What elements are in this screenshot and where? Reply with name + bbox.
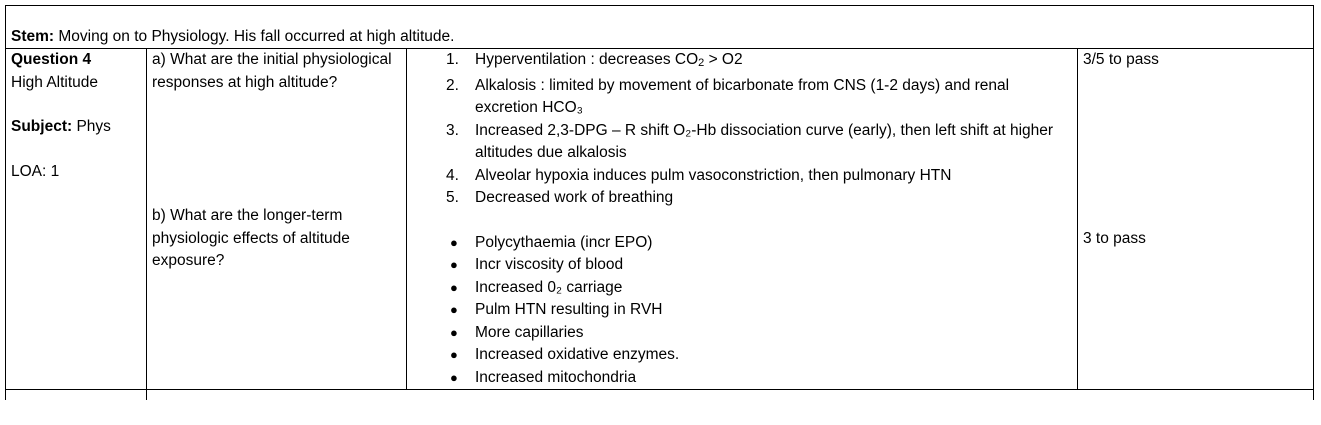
bullet-icon: ● [450, 347, 458, 362]
list-item-text: Increased oxidative enzymes. [475, 346, 680, 363]
list-item [412, 49, 1072, 75]
list-item [412, 120, 1072, 165]
list-item-text: Increased mitochondria [475, 368, 637, 386]
part-b-pass: 3 to pass [1083, 229, 1146, 247]
stem-cell [6, 6, 1314, 49]
list-item-text: Alveolar hypoxia induces pulm vasoconstriction, then pulmonary HTN [475, 166, 952, 184]
bullet-icon: ● [450, 324, 458, 340]
subscript: 2 [698, 57, 705, 69]
list-item-text: Increased 2,3-DPG – R shift O₂-Hb dissociation curve (early), then left shift at higher altitudes due alkalosis [475, 121, 1054, 161]
stem-row [6, 6, 1314, 49]
list-item-text: Hyperventilation : decreases CO2 > O2 [475, 51, 743, 69]
list-marker: 4. [446, 166, 459, 184]
list-item [412, 299, 1072, 322]
question-info-cell [6, 49, 147, 390]
list-marker: 1. [446, 51, 459, 68]
list-marker: 2. [446, 76, 459, 94]
list-item-text: Alkalosis : limited by movement of bicarbonate from CNS (1-2 days) and renal excretion HCO₃ [475, 76, 1010, 116]
bullet-icon: ● [450, 234, 458, 250]
list-marker: 5. [446, 189, 459, 206]
question-topic: High Altitude [11, 73, 99, 91]
part-a-pass: 3/5 to pass [1083, 51, 1159, 68]
answers-cell [407, 49, 1078, 390]
list-item-text: Decreased work of breathing [475, 189, 674, 206]
list-item-text: Polycythaemia (incr EPO) [475, 233, 653, 251]
stem-text: Moving on to Physiology. His fall occurred at high altitude. [54, 27, 455, 45]
list-item [412, 344, 1072, 367]
list-item [412, 75, 1072, 120]
part-b-question: b) What are the longer-term physiologic effects of altitude exposure? [152, 207, 350, 269]
list-item [412, 322, 1072, 345]
list-item [412, 367, 1072, 390]
footer-cell-left [6, 390, 147, 401]
subject-label: Subject: [11, 118, 73, 135]
question-row [6, 49, 1314, 390]
loa-line: LOA: 1 [11, 162, 60, 180]
list-item-text: More capillaries [475, 323, 584, 341]
question-number: Question 4 [11, 51, 92, 68]
bullet-icon: ● [450, 279, 458, 295]
bullet-icon: ● [450, 302, 458, 317]
subject-line [11, 116, 141, 139]
footer-row [6, 390, 1314, 401]
list-item-text: Pulm HTN resulting in RVH [475, 301, 663, 318]
list-marker: 3. [446, 121, 459, 139]
bullet-icon: ● [450, 257, 458, 272]
part-b-answer-list [412, 232, 1072, 390]
list-item [412, 277, 1072, 300]
part-a-question: a) What are the initial physiological responses at high altitude? [152, 51, 392, 91]
bullet-icon: ● [450, 369, 458, 385]
pass-criteria-cell [1078, 49, 1314, 390]
questions-cell [147, 49, 407, 390]
list-item [412, 187, 1072, 210]
list-item [412, 254, 1072, 277]
part-a-answer-list [412, 49, 1072, 210]
list-item [412, 165, 1072, 188]
list-item-text: Incr viscosity of blood [475, 256, 624, 273]
subject-value: Phys [72, 118, 111, 135]
footer-cell-right [147, 390, 1314, 401]
exam-question-table [5, 5, 1314, 400]
list-item [412, 232, 1072, 255]
stem-label: Stem: [11, 27, 55, 45]
list-item-text: Increased 0₂ carriage [475, 278, 623, 296]
